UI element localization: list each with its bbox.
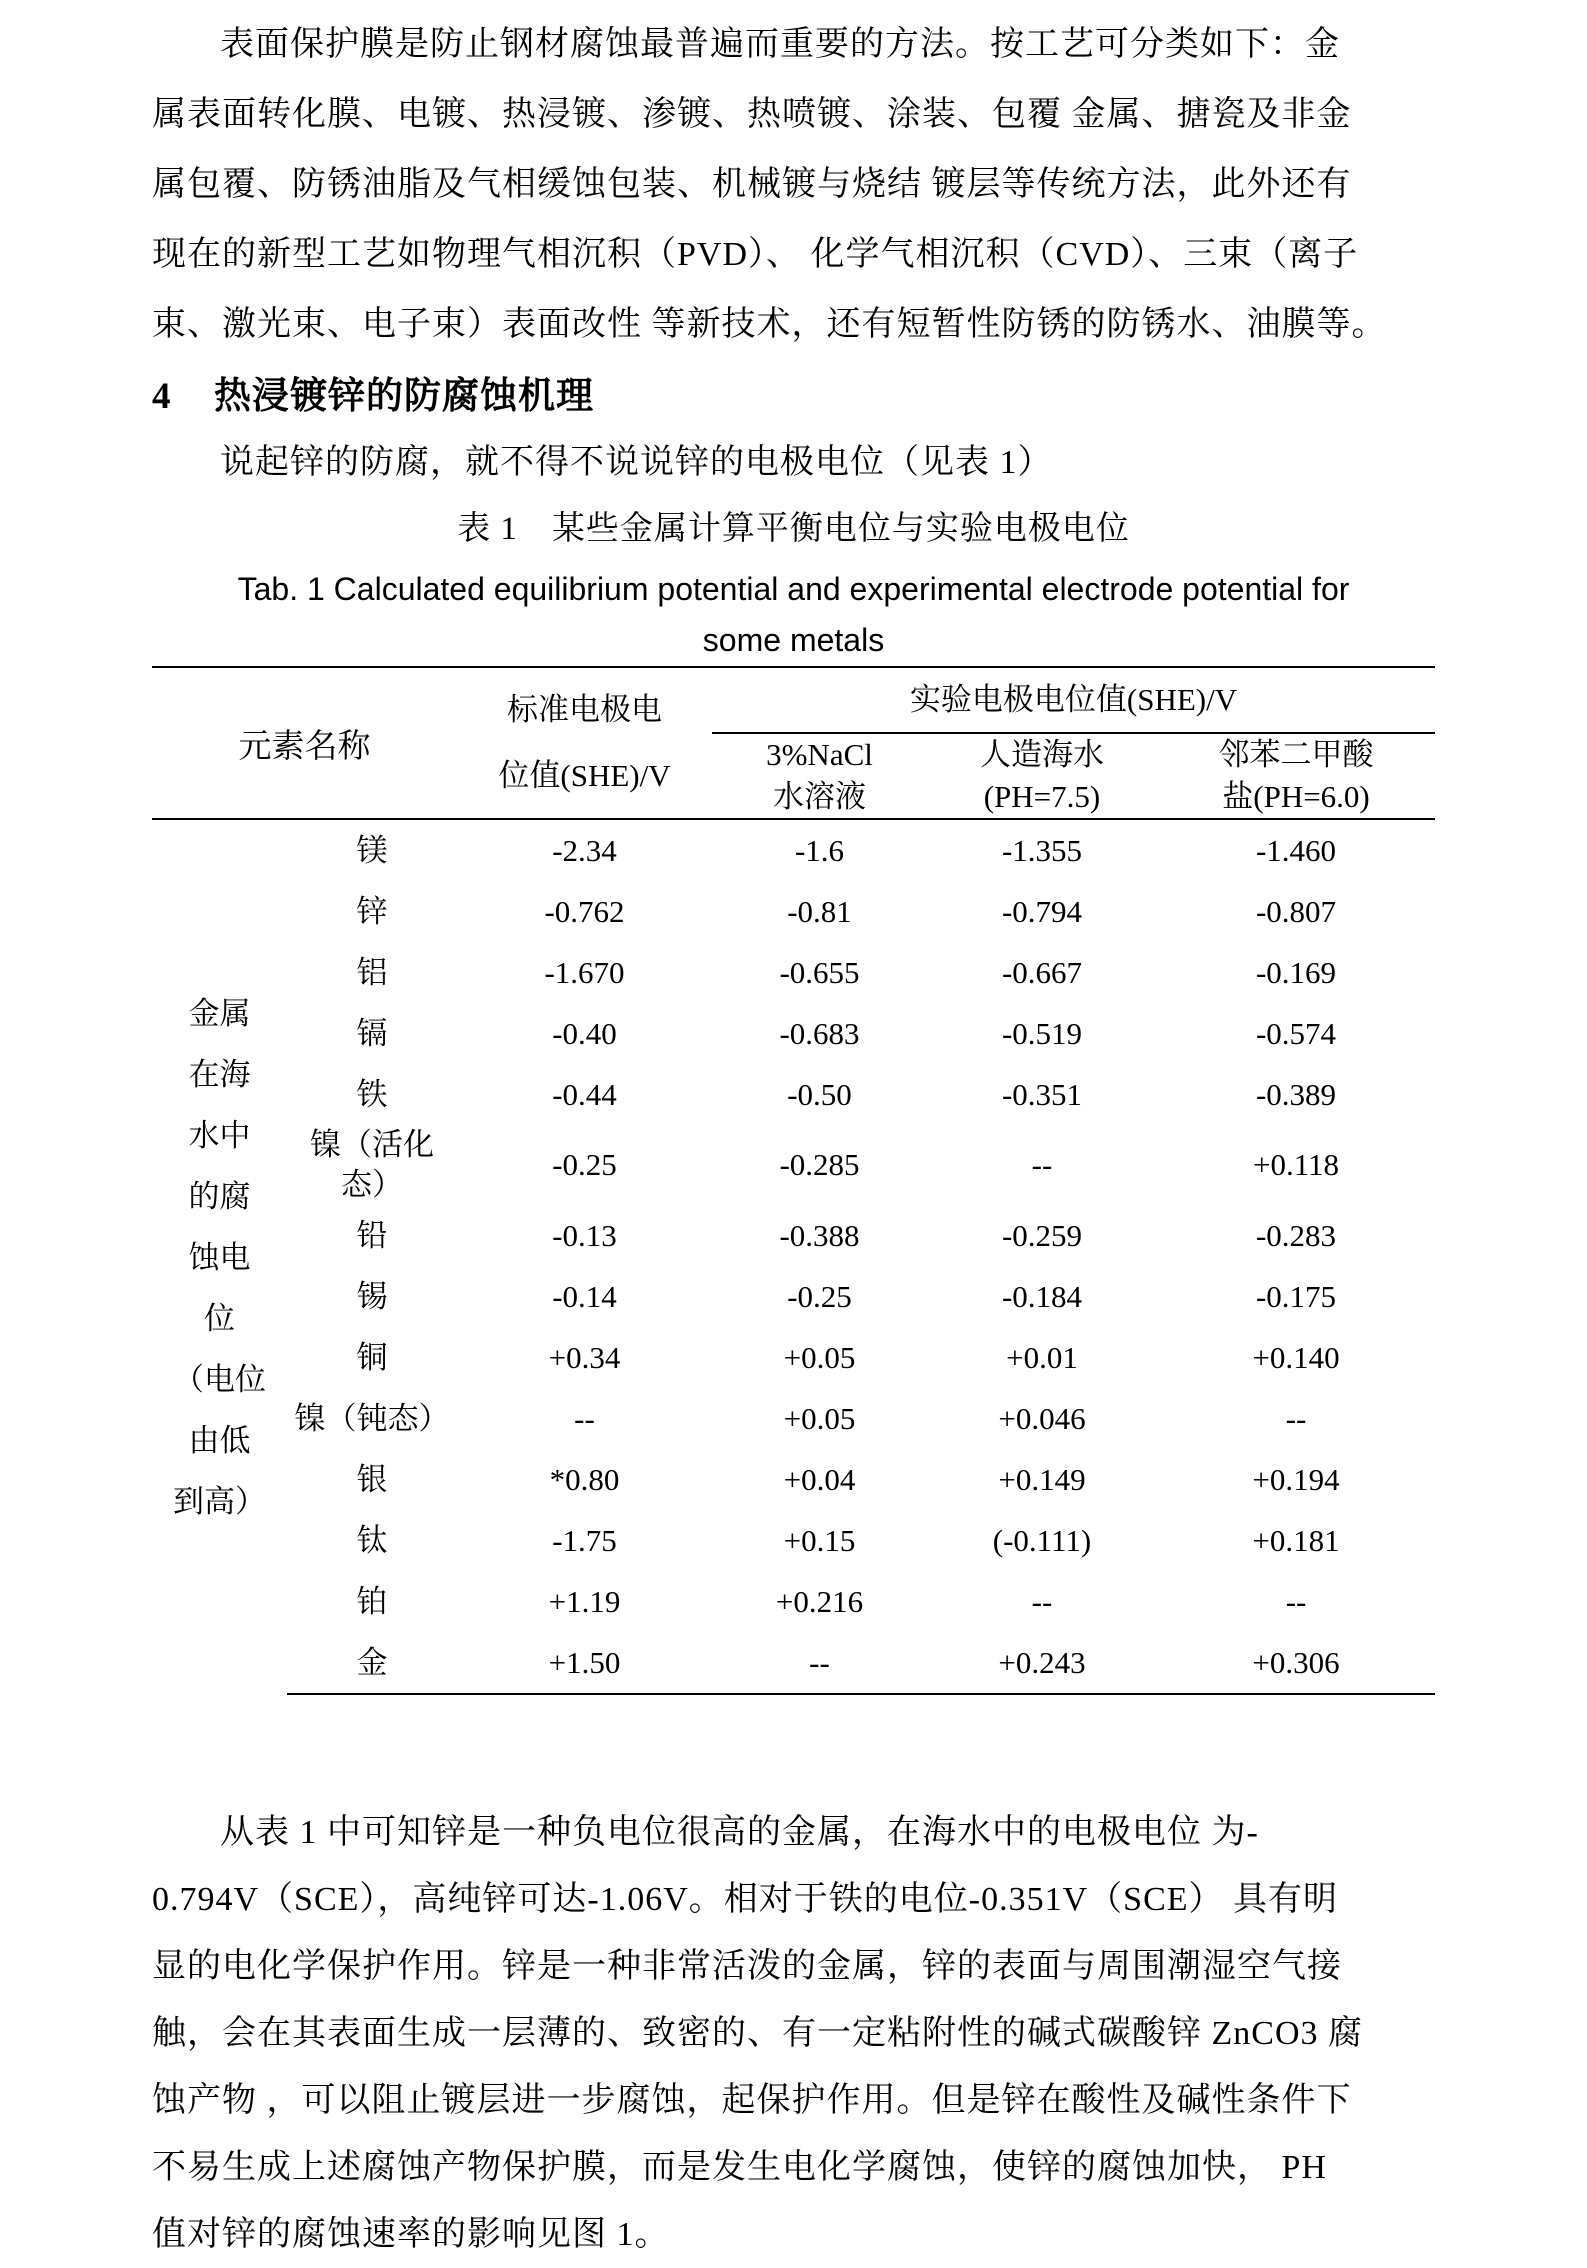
column-header-experimental-potential: 实验电极电位值(SHE)/V bbox=[712, 667, 1435, 733]
cell-nacl: -- bbox=[712, 1632, 927, 1694]
section-number: 4 bbox=[152, 376, 172, 417]
cell-standard: +1.19 bbox=[548, 1583, 621, 1619]
cell-phthalate: -0.169 bbox=[1255, 954, 1337, 990]
cell-seawater: -0.184 bbox=[1001, 1278, 1083, 1314]
cell-seawater: -1.355 bbox=[1001, 832, 1083, 868]
cell-nacl: +0.04 bbox=[783, 1461, 856, 1497]
cell-standard: -1.670 bbox=[544, 954, 625, 990]
cell-standard: +0.34 bbox=[548, 1339, 621, 1375]
column-header-line: 3%NaCl bbox=[766, 737, 873, 772]
cell-standard: *0.80 bbox=[549, 1461, 620, 1497]
cell-nacl: +0.15 bbox=[783, 1522, 856, 1558]
paragraph-2: 说起锌的防腐，就不得不说说锌的电极电位（见表 1） bbox=[220, 444, 1053, 481]
column-header-line: 邻苯二甲酸 bbox=[1218, 737, 1374, 772]
page-content bbox=[152, 0, 1435, 2268]
column-header-line: 位值(SHE)/V bbox=[498, 758, 671, 793]
cell-standard: -0.44 bbox=[552, 1076, 617, 1112]
paragraph-line: 属包覆、防锈油脂及气相缓蚀包装、机械镀与烧结 镀层等传统方法，此外还有 bbox=[152, 166, 1352, 203]
cell-metal: 锡 bbox=[356, 1278, 388, 1314]
cell-standard: -0.40 bbox=[552, 1015, 617, 1051]
table-row bbox=[152, 1003, 1435, 1064]
cell-nacl: -0.388 bbox=[779, 1217, 860, 1253]
column-header-line: 水溶液 bbox=[773, 779, 866, 814]
paragraph-line: 值对锌的腐蚀速率的影响见图 1。 bbox=[152, 2216, 670, 2253]
cell-phthalate: +0.118 bbox=[1252, 1147, 1340, 1182]
paragraph-line: 0.794V（SCE），高纯锌可达-1.06V。相对于铁的电位-0.351V（SCE） 具有明 bbox=[152, 1881, 1339, 1918]
table-row bbox=[152, 1571, 1435, 1632]
cell-nacl: -0.25 bbox=[787, 1278, 852, 1314]
cell-nacl: +0.216 bbox=[775, 1583, 864, 1619]
paragraph-line: 触，会在其表面生成一层薄的、致密的、有一定粘附性的碱式碳酸锌 ZnCO3 腐 bbox=[152, 2015, 1363, 2052]
cell-standard: -0.14 bbox=[552, 1278, 617, 1314]
cell-phthalate: -- bbox=[1285, 1400, 1307, 1436]
cell-seawater: -0.259 bbox=[1001, 1217, 1083, 1253]
table-header bbox=[152, 667, 1435, 819]
cell-seawater: +0.243 bbox=[927, 1632, 1157, 1694]
column-header-standard-potential bbox=[457, 667, 712, 819]
table-caption-chinese: 表 1 某些金属计算平衡电位与实验电极电位 bbox=[457, 511, 1130, 547]
cell-phthalate: -1.460 bbox=[1255, 832, 1337, 868]
paragraph-line: 从表 1 中可知锌是一种负电位很高的金属，在海水中的电极电位 为- bbox=[220, 1814, 1259, 1851]
cell-nacl: -0.683 bbox=[779, 1015, 860, 1051]
table-row bbox=[152, 1064, 1435, 1125]
table-row bbox=[152, 1388, 1435, 1449]
column-header-line: 标准电极电 bbox=[507, 692, 662, 727]
cell-nacl: +0.05 bbox=[783, 1339, 856, 1375]
cell-nacl: -0.50 bbox=[787, 1076, 852, 1112]
table-caption-english-line1: Tab. 1 Calculated equilibrium potential and experimental electrode potential for bbox=[237, 571, 1350, 607]
cell-phthalate: +0.194 bbox=[1252, 1461, 1340, 1497]
table-row bbox=[152, 819, 1435, 881]
cell-metal: 铝 bbox=[356, 954, 388, 990]
cell-seawater: +0.046 bbox=[998, 1400, 1086, 1436]
column-header-phthalate bbox=[1157, 733, 1435, 819]
cell-phthalate: -0.389 bbox=[1255, 1076, 1337, 1112]
cell-nacl: -0.655 bbox=[779, 954, 860, 990]
cell-standard: -1.75 bbox=[552, 1522, 617, 1558]
table-row bbox=[152, 1327, 1435, 1388]
cell-metal: 镁 bbox=[356, 832, 388, 868]
paragraph-line: 表面保护膜是防止钢材腐蚀最普遍而重要的方法。按工艺可分类如下：金 bbox=[220, 26, 1340, 63]
cell-phthalate: +0.181 bbox=[1252, 1522, 1340, 1558]
cell-phthalate: +0.140 bbox=[1252, 1339, 1340, 1375]
cell-nacl: -0.285 bbox=[779, 1147, 860, 1182]
cell-metal: 铅 bbox=[356, 1217, 388, 1253]
cell-metal: 铁 bbox=[356, 1076, 388, 1112]
cell-seawater: -0.794 bbox=[1001, 893, 1083, 929]
paragraph-3 bbox=[152, 1799, 1435, 2268]
paragraph-line: 现在的新型工艺如物理气相沉积（PVD）、 化学气相沉积（CVD）、三束（离子 bbox=[152, 236, 1359, 273]
cell-metal: 铜 bbox=[356, 1339, 388, 1375]
cell-seawater: -0.667 bbox=[1001, 954, 1083, 990]
paragraph-1 bbox=[152, 10, 1435, 360]
cell-seawater: -0.351 bbox=[1001, 1076, 1083, 1112]
cell-metal: 锌 bbox=[356, 893, 388, 929]
cell-standard: +1.50 bbox=[457, 1632, 712, 1694]
cell-standard: -0.762 bbox=[544, 893, 625, 929]
table-row bbox=[152, 1205, 1435, 1266]
cell-metal: 镍（活化态） bbox=[310, 1127, 434, 1202]
table-row bbox=[152, 1125, 1435, 1205]
cell-metal: 钛 bbox=[356, 1522, 388, 1558]
column-header-line: 盐(PH=6.0) bbox=[1222, 779, 1370, 814]
cell-nacl: -0.81 bbox=[787, 893, 852, 929]
table-row bbox=[152, 942, 1435, 1003]
cell-phthalate: +0.306 bbox=[1157, 1632, 1435, 1694]
table-row bbox=[152, 1266, 1435, 1327]
paragraph-line: 束、激光束、电子束）表面改性 等新技术，还有短暂性防锈的防锈水、油膜等。 bbox=[152, 306, 1387, 343]
paragraph-line: 不易生成上述腐蚀产物保护膜，而是发生电化学腐蚀，使锌的腐蚀加快， PH bbox=[152, 2149, 1327, 2186]
column-header-element-name: 元素名称 bbox=[152, 667, 457, 819]
cell-metal: 金 bbox=[287, 1632, 457, 1694]
column-header-nacl-solution bbox=[712, 733, 927, 819]
table-row bbox=[152, 1510, 1435, 1571]
cell-phthalate: -- bbox=[1285, 1583, 1307, 1619]
column-header-line: (PH=7.5) bbox=[983, 779, 1101, 814]
cell-seawater: (-0.111) bbox=[992, 1522, 1092, 1558]
table-row bbox=[152, 881, 1435, 942]
paragraph-line: 显的电化学保护作用。锌是一种非常活泼的金属，锌的表面与周围潮湿空气接 bbox=[152, 1948, 1342, 1985]
cell-seawater: -- bbox=[1031, 1583, 1053, 1619]
cell-metal: 镉 bbox=[356, 1015, 388, 1051]
cell-metal: 镍（钝态） bbox=[294, 1400, 450, 1436]
table-row bbox=[152, 1449, 1435, 1510]
column-header-artificial-seawater bbox=[927, 733, 1157, 819]
cell-phthalate: -0.283 bbox=[1255, 1217, 1337, 1253]
column-header-line: 人造海水 bbox=[980, 737, 1104, 772]
cell-seawater: +0.01 bbox=[1006, 1339, 1078, 1375]
row-group-label: 金属 在海 水中 的腐 蚀电 位 （电位 由低 到高） bbox=[173, 995, 266, 1519]
cell-standard: -0.25 bbox=[552, 1147, 617, 1182]
table-body bbox=[152, 819, 1435, 1694]
section-heading bbox=[152, 366, 1435, 428]
cell-phthalate: -0.807 bbox=[1255, 893, 1337, 929]
cell-metal: 铂 bbox=[356, 1583, 388, 1619]
cell-nacl: +0.05 bbox=[783, 1400, 856, 1436]
cell-seawater: -- bbox=[1031, 1147, 1053, 1182]
table-row bbox=[152, 1632, 1435, 1694]
cell-standard: -0.13 bbox=[552, 1217, 617, 1253]
paragraph-line: 蚀产物 ，可以阻止镀层进一步腐蚀，起保护作用。但是锌在酸性及碱性条件下 bbox=[152, 2082, 1352, 2119]
cell-nacl: -1.6 bbox=[794, 832, 845, 868]
cell-phthalate: -0.175 bbox=[1255, 1278, 1337, 1314]
electrode-potential-table bbox=[152, 666, 1435, 1695]
cell-seawater: +0.149 bbox=[998, 1461, 1086, 1497]
cell-phthalate: -0.574 bbox=[1255, 1015, 1337, 1051]
table-caption-english-line2: some metals bbox=[702, 622, 885, 658]
cell-standard: -2.34 bbox=[552, 832, 617, 868]
cell-metal: 银 bbox=[356, 1461, 388, 1497]
section-title: 热浸镀锌的防腐蚀机理 bbox=[214, 376, 594, 417]
cell-standard: -- bbox=[574, 1400, 595, 1436]
paragraph-line: 属表面转化膜、电镀、热浸镀、渗镀、热喷镀、涂装、包覆 金属、搪瓷及非金 bbox=[152, 96, 1352, 133]
cell-seawater: -0.519 bbox=[1001, 1015, 1083, 1051]
